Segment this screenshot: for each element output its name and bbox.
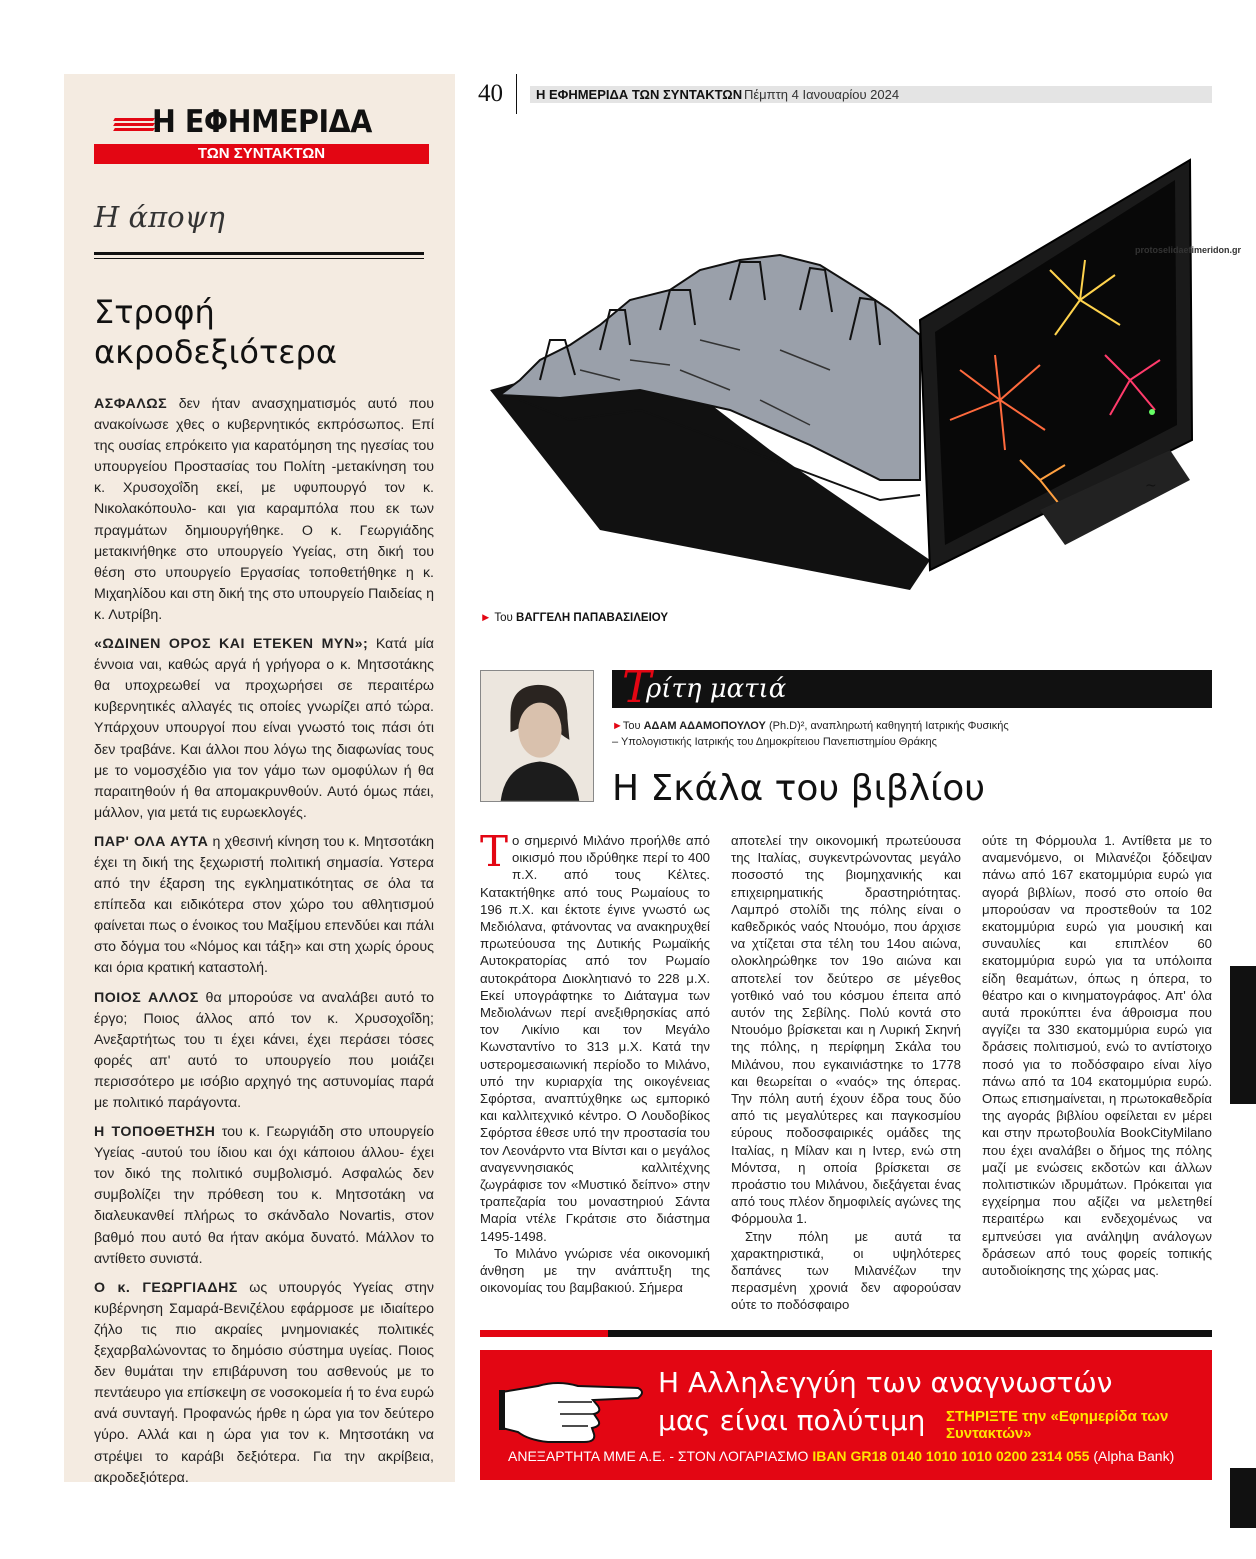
pointing-hand-icon: [498, 1362, 648, 1446]
masthead-sub: ΤΩΝ ΣΥΝΤΑΚΤΩΝ: [94, 144, 429, 164]
opinion-body: [94, 394, 434, 1497]
logo-stripes-icon: [114, 118, 154, 134]
watermark: protoselidaefimeridon.gr: [1135, 245, 1242, 255]
edge-tab: [1230, 1468, 1256, 1528]
section-initial: Τ: [622, 662, 652, 713]
paragraph: ΠΟΙΟΣ ΑΛΛΟΣ θα μπορούσε να αναλάβει αυτό το έργο; Ποιος άλλος από τον κ. Χρυσοχοΐδη; Ανεξαρτήτως του τι έχει κάνει, έχει περάσει τόσες φορές απ' αυτό το υπουργείο που μοιάζει περισσότερο με ισόβιο αρχηγό της αστυνομίας παρά με πολιτικό παράγοντα.: [94, 989, 435, 1111]
cartoon-credit: ► Του ΒΑΓΓΕΛΗ ΠΑΠΑΒΑΣΙΛΕΙΟΥ: [480, 612, 669, 624]
page-header-bar: [530, 86, 1212, 103]
ad-subheadline: μας είναι πολύτιμη: [658, 1404, 926, 1437]
date-tab: [1230, 966, 1256, 1104]
header-paper-name: Η ΕΦΗΜΕΡΙΔΑ ΤΩΝ ΣΥΝΤΑΚΤΩΝ: [536, 87, 743, 102]
ad-bank-details: ΑΝΕΞΑΡΤΗΤΑ ΜΜΕ Α.Ε. - ΣΤΟΝ ΛΟΓΑΡΙΑΣΜΟ IBAN GR18 0140 1010 1010 0200 2314 055 (Alpha Bank): [508, 1448, 1175, 1464]
text-column: [731, 832, 961, 1314]
header-date: Πέμπτη 4 Ιανουαρίου 2024: [744, 87, 900, 102]
arrow-icon: ►: [612, 720, 623, 732]
paragraph: Η ΤΟΠΟΘΕΤΗΣΗ του κ. Γεωργιάδη στο υπουργείο Υγείας -αυτού του ίδιου και όχι κάποιου άλλου- έχει τον δικό της πολιτικό συμβολισμό. Ασφαλώς δεν συμβολίζει την πρόθεση του κ. Μητσοτάκη να διαλευκανθεί πλήρως το σκάνδαλο Novartis, στον βαθμό που αυτό θα ήταν ακόμα δυνατό. Μάλλον το αντίθετο συνιστά.: [94, 1124, 434, 1267]
paragraph: ούτε τη Φόρμουλα 1. Αντίθετα με το αναμενόμενο, οι Μιλανέζοι ξόδεψαν πάνω από 167 εκατομμύρια ευρώ για αγορά βιβλίων, ποσό στο οποίο θα μπορούσαν να προστεθούν τα 102 εκατομμύρια ευρώ για μουσική και συναυλίες και επιπλέον 60 εκατομμύρια ευρώ για τα υπόλοιπα είδη θεαμάτων, όπως η όπερα, το θέατρο και ο κινηματογράφος. Απ' όλα αυτά προκύπτει ένα άθροισμα που αγγίζει τα 330 εκατομμύρια ευρώ για δράσεις πολιτισμού, ενώ το αντίστοιχο ποσό για το ποδόσφαιρο είναι λίγο πάνω από τα 104 εκατομμύρια ευρώ. Οπως επισημαίνεται, η πρωτοκαθεδρία της αγοράς βιβλίου οφείλεται εν μέρει και στην πρωτοβουλία BookCityMilano που έχει αναλάβει ο δήμος της πόλης μαζί με ενώσεις εκδοτών και άλλων πολιτιστικών ιδρυμάτων. Πρόκειται για εγχείρημα που αξίζει να μελετηθεί περαιτέρω και ενδεχομένως να εμπνεύσει για ανάληψη ανάλογων δράσεων από τους φορείς τοπικής αυτοδιοίκησης της χώρας μας.: [982, 833, 1212, 1279]
article-body: [480, 827, 1212, 1313]
paragraph: ΑΣΦΑΛΩΣ δεν ήταν ανασχηματισμός αυτό που ανακοίνωσε χθες ο κυβερνητικός εκπρόσωπος. Επί της ουσίας επρόκειτο για καρατόμηση της ηγεσίας του υπουργείου Προστασίας του Πολίτη -μετακίνηση του κ. Χρυσοχοΐδη εκεί, με υφυπουργό τον κ. Νικολακόπουλο- και για καραμπόλα που εκ των πραγμάτων δημιουργήθηκε. Ο κ. Γεωργιάδης μετακινήθηκε στο υπουργείο Υγείας, στη δική του θέση στο υπουργείο Εργασίας τοποθετήθηκε η κ. Μιχαηλίδου και στη δική της στο υπουργείο Παιδείας η κ. Λυτρίβη.: [94, 396, 434, 623]
paragraph: Το Μιλάνο γνώρισε νέα οικονομική άνθηση με την ανάπτυξη της οικονομίας του βαμβακιού. Σήμερα: [480, 1245, 710, 1296]
text-column: [982, 832, 1212, 1279]
page-number: 40: [478, 80, 503, 107]
masthead-logo: [94, 104, 429, 164]
arrow-icon: ►: [480, 612, 492, 624]
paragraph: αποτελεί την οικονομική πρωτεύουσα της Ιταλίας, συγκεντρώνοντας μεγάλο ποσοστό της βιομηχανικής και επιχειρηματικής δραστηριότητας. Λαμπρό στολίδι της πόλης είναι ο καθεδρικός ναός Ντουόμο, που άρχισε να χτίζεται στα τέλη του 14ου αιώνα, ολοκληρώθηκε τον 19ο αιώνα και αποτελεί τον δεύτερο σε μέγεθος γοτθικό ναό του κόσμου έπειτα από αυτόν της Σεβίλης. Πολύ κοντά στο Ντουόμο βρίσκεται και η Λυρική Σκηνή της πόλης, η περίφημη Σκάλα του Μιλάνου, που εγκαινιάστηκε το 1778 και θεωρείται ο «ναός» της όπερας. Την πόλη αυτή έχουν έδρα τους δύο από τις μεγαλύτερες και παγκοσμίου εύρους ποδοσφαιρικές ομάδες της Ιταλίας, η Μίλαν και η Ιντερ, ενώ στη Μόντσα, η οποία βρίσκεται σε προάστιο του Μιλάνου, διεξάγεται ένας από τους πλέον δημοφιλείς αγώνες της Φόρμουλα 1.: [731, 833, 961, 1227]
divider: [94, 258, 424, 259]
svg-text:~: ~: [1145, 478, 1157, 494]
article-title: Η Σκάλα του βιβλίου: [612, 768, 986, 809]
cartoon-illustration: [480, 150, 1210, 610]
solidarity-ad: [480, 1350, 1212, 1480]
byline: ►Του ΑΔΑΜ ΑΔΑΜΟΠΟΥΛΟΥ (Ph.D)², αναπληρωτή καθηγητή Ιατρικής Φυσικής – Υπολογιστικής Ιατρικής του Δημοκρίτειου Πανεπιστημίου Θράκης: [612, 720, 1009, 748]
divider-accent: [480, 1330, 608, 1337]
paragraph: Ο κ. ΓΕΩΡΓΙΑΔΗΣ ως υπουργός Υγείας στην κυβέρνηση Σαμαρά-Βενιζέλου εφάρμοσε με ιδιαίτερο ζήλο τις πιο ακραίες μνημονιακές πολιτικές ξεχαρβαλώνοντας το δημόσιο σύστημα υγείας. Ποιος δεν θυμάται την επιβάρυνση του ασθενούς με το πεντάευρο για επίσκεψη σε νοσοκομεία ή το ένα ευρώ ανά συνταγή. Προφανώς ήρθε η ώρα για τον δεύτερο γύρο. Αλλά και η ώρα για τον κ. Μητσοτάκη να στρέψει το καράβι δεξιότερα. Για την ακρίβεια, ακροδεξιότερα.: [94, 1279, 434, 1486]
dropcap: Τ: [480, 827, 509, 876]
paragraph: Το σημερινό Μιλάνο προήλθε από οικισμό που ιδρύθηκε περί το 400 π.Χ. από τους Κέλτες. Κατακτήθηκε από τους Ρωμαίους το 196 π.Χ. και έκτοτε έγινε γνωστό ως Μεδιόλανα, φτάνοντας να ανακηρυχθεί πρωτεύουσα της Δυτικής Ρωμαϊκής Αυτοκρατορίας από τον Ρωμαίο αυτοκράτορα Διοκλητιανό το 228 μ.Χ. Εκεί υπογράφτηκε το Διάταγμα των Μεδιολάνων περί ανεξιθρησκίας από τον Λικίνιο και τον Μεγάλο Κωνσταντίνο το 313 μ.Χ. Κατά την υστερομεσαιωνική περίοδο το Μιλάνο, υπό την κυριαρχία της οικογένειας Σφόρτσα, αναπτύχθηκε ως εμπορικό και καλλιτεχνικό κέντρο. Ο Λουδοβίκος Σφόρτσα έθεσε υπό την προστασία του τον Λεονάρντο ντα Βίντσι και ο μεγάλος αναγεννησιακός καλλιτέχνης ζωγράφισε τον «Μυστικό δείπνο» στην τραπεζαρία του μοναστηριού Σάντα Μαρία ντέλε Γκράτσιε στο διάστημα 1495-1498.: [480, 827, 710, 1244]
ad-support-text: ΣΤΗΡΙΞΤΕ την «Εφημερίδα των Συντακτών»: [946, 1408, 1169, 1442]
divider: [516, 74, 517, 114]
text-column: [480, 827, 710, 1296]
section-label: Η άποψη: [94, 200, 225, 234]
paragraph: «ΩΔΙΝΕΝ ΟΡΟΣ ΚΑΙ ΕΤΕΚΕΝ ΜΥΝ»; Κατά μία έννοια ναι, καθώς αργά ή γρήγορα ο κ. Μητσοτάκης θα υποχρεωθεί να προχωρήσει σε περαιτέρω κυβερνητικές αλλαγές τις οποίες γνωρίζει από τώρα. Υπάρχουν υπουργοί που είναι γνωστό τοις πάσι ότι δεν τραβάνε. Και άλλοι που λόγω της διαφωνίας τους με το νομοσχέδιο για τον γάμο των ομοφύλων ή θα παραιτηθούν ή θα απομακρυνθούν. Αυτό όμως πάει, μάλλον, για μετά τις ευρωεκλογές.: [94, 636, 435, 821]
opinion-headline: Στροφή ακροδεξιότερα: [94, 293, 337, 371]
masthead-name: Η ΕΦΗΜΕΡΙΔΑ: [152, 104, 372, 140]
divider: [94, 252, 424, 255]
section-title: ρίτη ματιά: [646, 674, 787, 704]
opinion-panel: [64, 74, 455, 1486]
author-photo: [480, 670, 594, 802]
ad-headline: Η Αλληλεγγύη των αναγνωστών: [658, 1366, 1113, 1399]
paragraph: Στην πόλη με αυτά τα χαρακτηριστικά, οι υψηλότερες δαπάνες των Μιλανέζων την περασμένη χρονιά δεν αφορούσαν ούτε το ποδόσφαιρο: [731, 1228, 961, 1313]
paragraph: ΠΑΡ' ΟΛΑ ΑΥΤΑ η χθεσινή κίνηση του κ. Μητσοτάκη έχει τη δική της ξεχωριστή πολιτική σημασία. Υστερα από την έξαρση της εγκληματικότητας σε όλα τα επίπεδα και ειδικότερα στον χώρο του αθλητισμού φαίνεται πως ο ένοικος του Μαξίμου επενδύει και πάλι στο δόγμα του «Νόμος και τάξη» και στη χωρίς όρους και όρια κρατική καταστολή.: [94, 833, 435, 977]
